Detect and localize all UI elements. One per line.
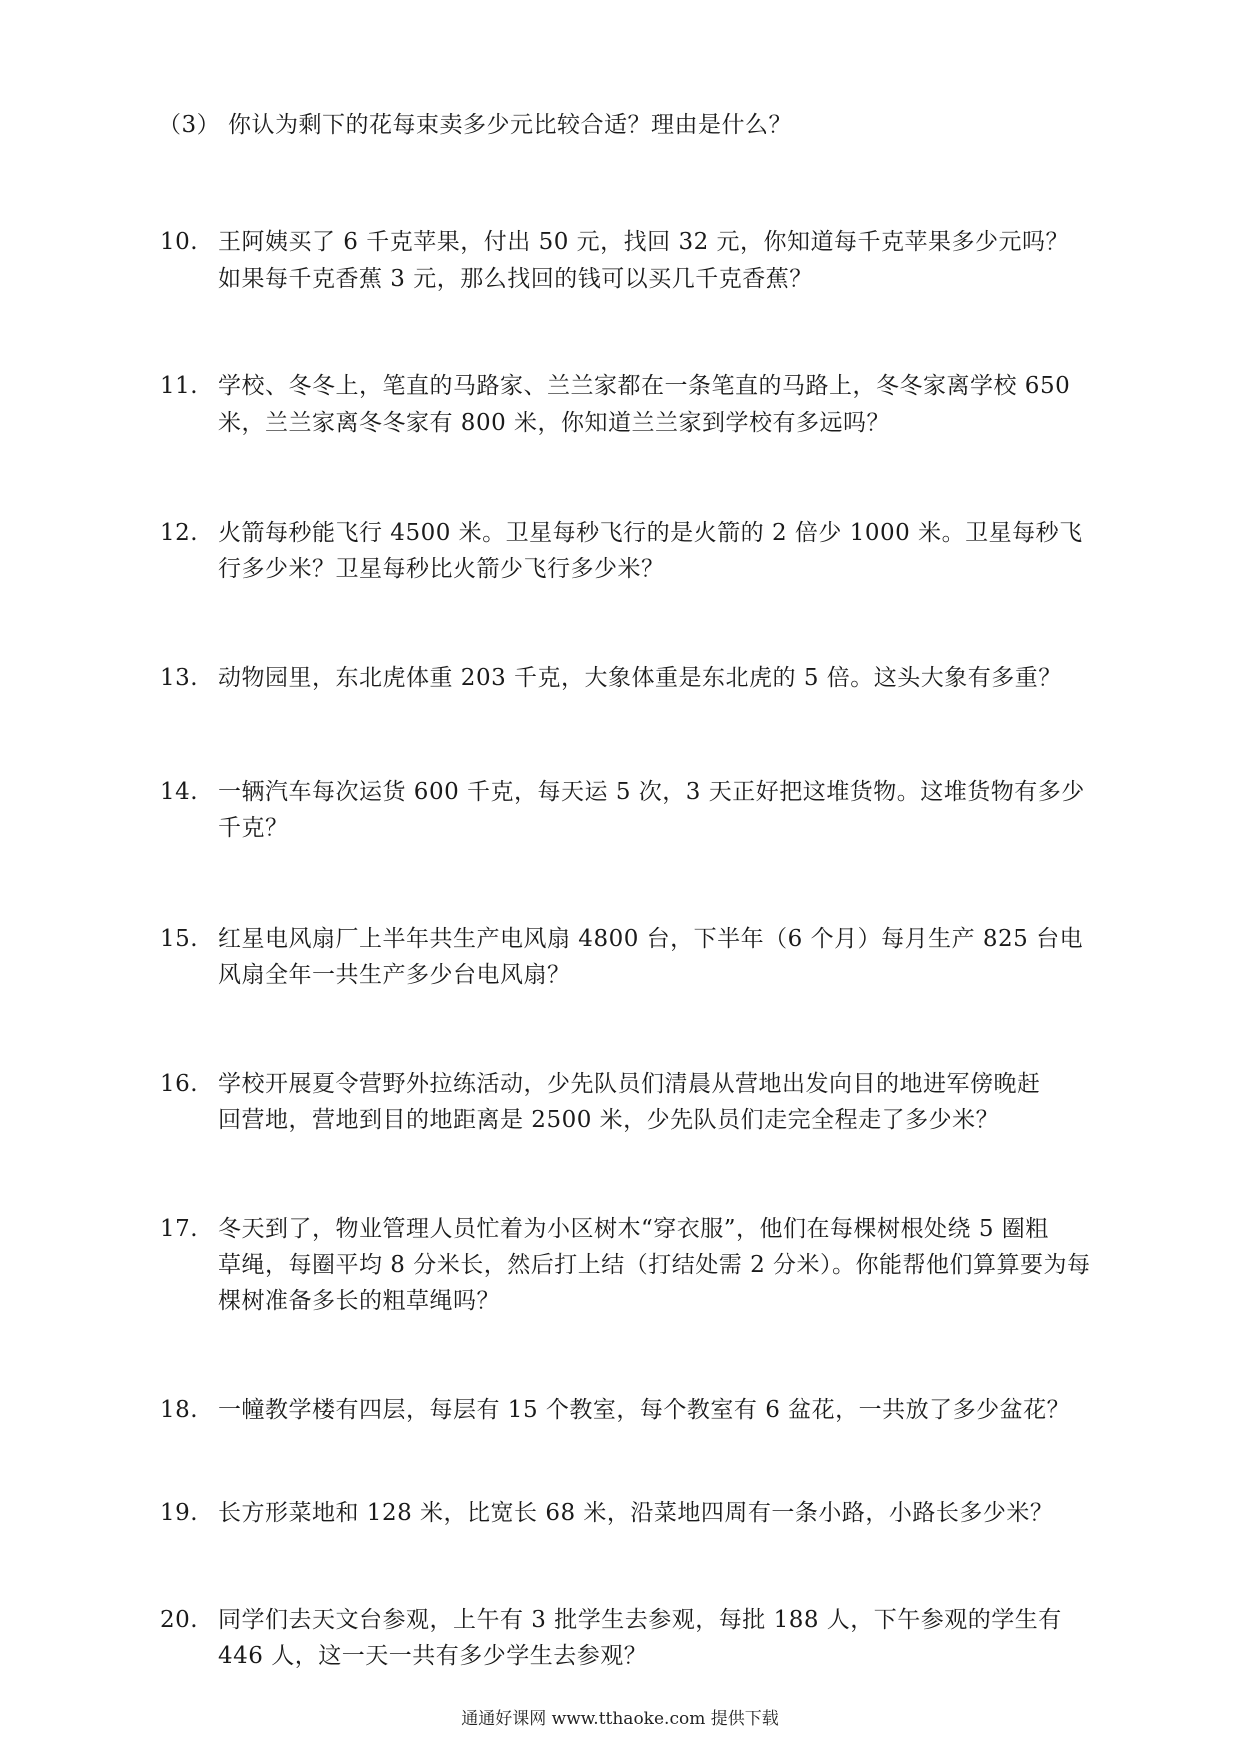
question-text: 动物园里，东北虎体重 203 千克，大象体重是东北虎的 5 倍。这头大象有多重？ bbox=[218, 665, 1062, 691]
question-label: （3） bbox=[158, 112, 221, 138]
question-number: 12. bbox=[160, 520, 199, 546]
question-number: 11. bbox=[160, 373, 199, 399]
question-12-line2: 行多少米？卫星每秒比火箭少飞行多少米？ bbox=[218, 556, 665, 582]
question-text: 同学们去天文台参观，上午有 3 批学生去参观，每批 188 人，下午参观的学生有 bbox=[218, 1607, 1062, 1633]
question-text: 火箭每秒能飞行 4500 米。卫星每秒飞行的是火箭的 2 倍少 1000 米。卫星每秒飞 bbox=[218, 520, 1083, 546]
question-16 bbox=[160, 1069, 1041, 1099]
question-13 bbox=[160, 663, 1062, 693]
question-text: 王阿姨买了 6 千克苹果，付出 50 元，找回 32 元，你知道每千克苹果多少元吗？ bbox=[218, 229, 1070, 255]
question-17-line2: 草绳，每圈平均 8 分米长，然后打上结（打结处需 2 分米）。你能帮他们算算要为每 bbox=[218, 1252, 1091, 1278]
question-15 bbox=[160, 924, 1083, 954]
question-10 bbox=[160, 227, 1069, 257]
question-11-line2: 米，兰兰家离冬冬家有 800 米，你知道兰兰家到学校有多远吗？ bbox=[218, 410, 891, 436]
question-20-line2: 446 人，这一天一共有多少学生去参观？ bbox=[218, 1643, 648, 1669]
question-18 bbox=[160, 1395, 1070, 1425]
footer-source: 通通好课网 www.tthaoke.com 提供下载 bbox=[461, 1709, 779, 1729]
question-number: 17. bbox=[160, 1216, 199, 1242]
question-14-line2: 千克？ bbox=[218, 815, 289, 841]
question-16-line2: 回营地，营地到目的地距离是 2500 米，少先队员们走完全程走了多少米？ bbox=[218, 1107, 1000, 1133]
question-text: 学校、冬冬上，笔直的马路家、兰兰家都在一条笔直的马路上，冬冬家离学校 650 bbox=[218, 373, 1071, 399]
question-14 bbox=[160, 777, 1085, 807]
question-15-line2: 风扇全年一共生产多少台电风扇？ bbox=[218, 962, 571, 988]
question-text: 冬天到了，物业管理人员忙着为小区树木“穿衣服”，他们在每棵树根处绕 5 圈粗 bbox=[218, 1216, 1049, 1242]
question-number: 10. bbox=[160, 229, 199, 255]
question-text: 学校开展夏令营野外拉练活动，少先队员们清晨从营地出发向目的地进军傍晚赶 bbox=[218, 1071, 1041, 1097]
question-10-line2: 如果每千克香蕉 3 元，那么找回的钱可以买几千克香蕉？ bbox=[218, 266, 813, 292]
question-9-3 bbox=[158, 110, 792, 140]
question-12 bbox=[160, 518, 1083, 548]
question-number: 14. bbox=[160, 779, 199, 805]
question-text: 红星电风扇厂上半年共生产电风扇 4800 台，下半年（6 个月）每月生产 825 台电 bbox=[218, 926, 1084, 952]
question-19 bbox=[160, 1498, 1053, 1528]
question-number: 16. bbox=[160, 1071, 199, 1097]
question-number: 15. bbox=[160, 926, 199, 952]
question-text: 长方形菜地和 128 米，比宽长 68 米，沿菜地四周有一条小路，小路长多少米？ bbox=[218, 1500, 1054, 1526]
question-17-line3: 棵树准备多长的粗草绳吗？ bbox=[218, 1288, 500, 1314]
question-text: 你认为剩下的花每束卖多少元比较合适？理由是什么？ bbox=[228, 112, 792, 138]
question-number: 13. bbox=[160, 665, 199, 691]
question-number: 20. bbox=[160, 1607, 199, 1633]
question-11 bbox=[160, 371, 1070, 401]
question-text: 一幢教学楼有四层，每层有 15 个教室，每个教室有 6 盆花，一共放了多少盆花？ bbox=[218, 1397, 1071, 1423]
question-number: 18. bbox=[160, 1397, 199, 1423]
question-text: 一辆汽车每次运货 600 千克，每天运 5 次，3 天正好把这堆货物。这堆货物有多少 bbox=[218, 779, 1085, 805]
question-number: 19. bbox=[160, 1500, 199, 1526]
question-20 bbox=[160, 1605, 1062, 1635]
question-17 bbox=[160, 1214, 1049, 1244]
